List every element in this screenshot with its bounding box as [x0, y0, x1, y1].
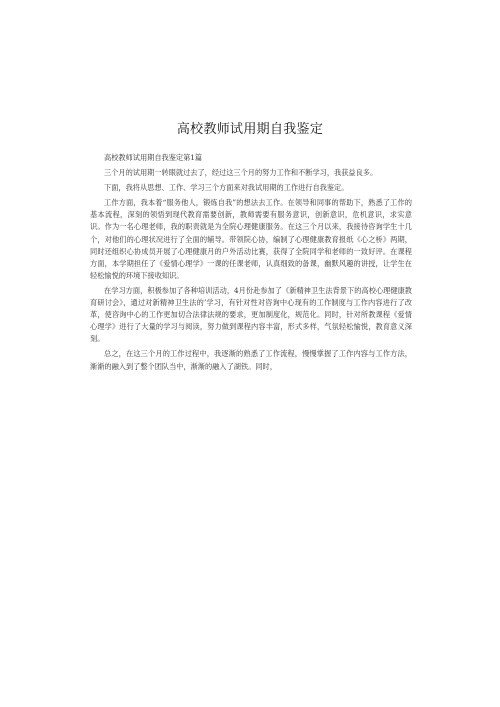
paragraph-study: 在学习方面，积极参加了各种培训活动，4月份赴参加了《新精神卫生法背景下的高校心理健康教育研讨会》，通过对新精神卫生法的’学习，有针对性对咨询中心现有的工作制度与工作内容进行了改革，使咨询中心的工作更加切合法律法规的要求，更加制度化，规范化。同时，针对所教课程《爱情心理学》进行了大量的学习与阅读，努力做到课程内容丰富，形式多样，气氛轻松愉悦，教育意义深刻。 — [90, 285, 412, 344]
paragraph-summary: 总之，在这三个月的工作过程中，我逐渐的熟悉了工作流程，慢慢掌握了工作内容与工作方法，渐渐的融入到了整个团队当中，渐渐的融入了湖铁。同时， — [90, 349, 412, 371]
paragraph-overview: 下面，我将从思想、工作、学习三个方面来对我试用期的工作进行自我鉴定。 — [104, 183, 349, 193]
document-title: 高校教师试用期自我鉴定 — [176, 122, 324, 137]
paragraph-intro: 三个月的试用期一转眼就过去了，经过这三个月的努力工作和不断学习，我获益良多。 — [104, 168, 378, 178]
paragraph-work: 工作方面，我本着“服务他人，锻炼自我”的想法去工作。在领导和同事的帮助下，熟悉了工作的基本流程，深刻的领悟到现代教育需要创新，教师需要有服务意识，创新意识，危机意识，求实意识。作为一名心理老师，我的职责就是为全院心理健康服务。在这三个月以来，我接待咨询学生十几个，对他们的心理状况进行了全面的辅导。带领院心协，编制了心理健康教育报纸《心之桥》两期，同时还组织心协成员开展了心理健康月的户外活动比赛，获得了全院同学和老师的一致好评。在课程方面，本学期担任了《爱情心理学》一课的任课老师，认真细致的备课，幽默风趣的讲授，让学生在轻松愉悦的环境下接收知识。 — [90, 198, 412, 280]
section-heading: 高校教师试用期自我鉴定第1篇 — [104, 153, 203, 162]
document-body — [90, 152, 412, 376]
